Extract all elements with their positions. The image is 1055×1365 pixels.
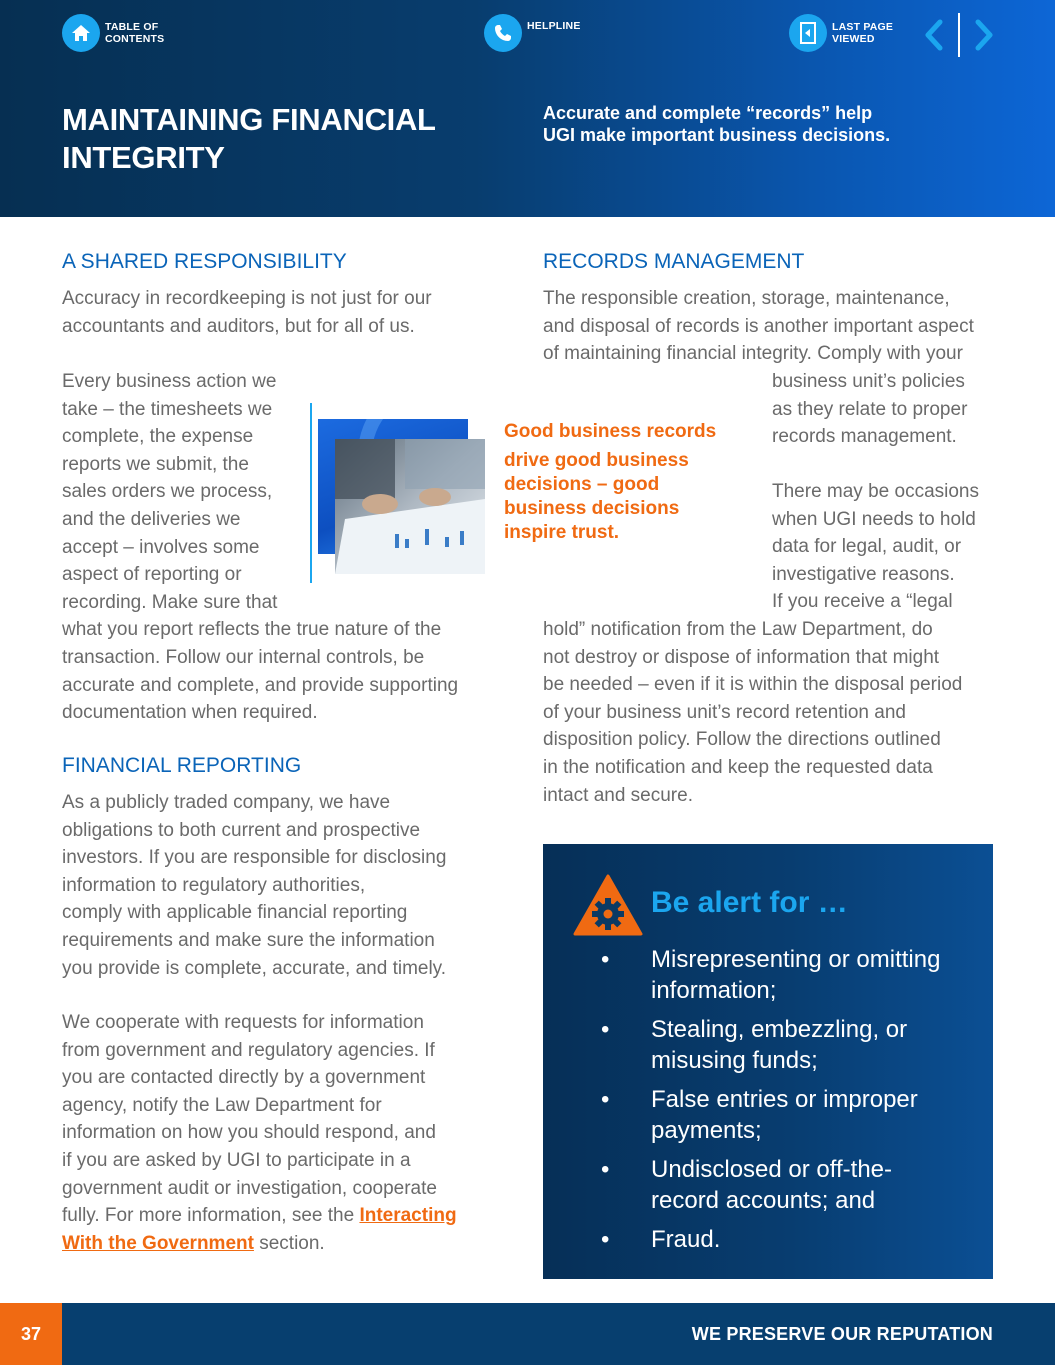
last-page-label-line1: LAST PAGE: [832, 21, 894, 33]
page-title: MAINTAINING FINANCIAL INTEGRITY: [62, 102, 436, 175]
page-arrows: [922, 13, 996, 57]
chevron-left-icon[interactable]: [922, 16, 946, 54]
records-paragraph-1-full: The responsible creation, storage, maintenance, and disposal of records is another important aspect of maintaining financial integrity. Comply with your: [543, 288, 974, 365]
pull-quote: Good business records drive good business decisions – good business decisions inspire trust.: [504, 421, 717, 543]
photo-accent-line: [310, 403, 312, 583]
last-page-label-line2: VIEWED: [832, 33, 875, 45]
shared-paragraph-2: Every business action we take – the timesheets we complete, the expense reports we submit, the sales orders we process, and the deliveries we accept – involves some aspect of reporting or recording. Make sure that what you report reflects the true nature of the transaction. Follow our internal controls, be accurate and complete, and provide supporting documentation when required.: [62, 371, 459, 724]
records-paragraph-1-narrow: business unit’s policies as they relate to proper records management.: [772, 371, 968, 448]
page-header: [0, 0, 1055, 217]
alert-item: • Stealing, embezzling, or misusing funds;: [601, 1016, 908, 1074]
shared-paragraph-1: Accuracy in recordkeeping is not just for our accountants and auditors, but for all of us.: [62, 288, 432, 337]
interacting-with-government-link-part2[interactable]: With the Government: [62, 1232, 254, 1254]
alert-list: [593, 944, 940, 1263]
records-management-heading: RECORDS MANAGEMENT: [543, 250, 805, 273]
financial-paragraph-1: As a publicly traded company, we have obligations to both current and prospective investors. If you are responsible for disclosing information to regulatory authorities, comply with applicable financial reporting requirements and make sure the information you provide is complete, accurate, and timely.: [62, 792, 447, 979]
records-paragraph-2-narrow: There may be occasions when UGI needs to hold data for legal, audit, or investigative reasons. If you receive a “legal: [772, 481, 979, 613]
section-label: WE PRESERVE OUR REPUTATION: [691, 1324, 993, 1344]
financial-reporting-heading: FINANCIAL REPORTING: [62, 754, 302, 777]
arrow-divider: [958, 13, 960, 57]
helpline-label: HELPLINE: [527, 20, 581, 32]
gear-warning-icon: [573, 874, 643, 936]
page-subtitle: Accurate and complete “records” help UGI make important business decisions.: [543, 103, 891, 145]
home-icon[interactable]: [62, 14, 100, 52]
be-alert-box: [543, 844, 993, 1279]
helpline-link[interactable]: [484, 14, 581, 52]
toc-label-line1: TABLE OF: [105, 21, 159, 33]
last-page-viewed-link[interactable]: [789, 14, 893, 52]
toc-label-line2: CONTENTS: [105, 33, 165, 45]
chevron-right-icon[interactable]: [972, 16, 996, 54]
business-meeting-photo: [310, 403, 490, 583]
table-of-contents-link[interactable]: [62, 14, 164, 52]
phone-icon[interactable]: [484, 14, 522, 52]
records-paragraph-2-full: hold” notification from the Law Department, do not destroy or dispose of information that might be needed – even if it is within the disposal period of your business unit’s record retention and disposition policy. Follow the directions outlined in the notification and keep the requested data intact and secure.: [543, 619, 963, 806]
alert-item: • Undisclosed or off-the- record accounts; and: [601, 1156, 893, 1214]
alert-item: • Misrepresenting or omitting information;: [601, 946, 941, 1004]
shared-responsibility-heading: A SHARED RESPONSIBILITY: [62, 250, 347, 273]
interacting-with-government-link-part1[interactable]: Interacting: [359, 1205, 457, 1227]
last-page-icon[interactable]: [789, 14, 827, 52]
alert-title: Be alert for …: [651, 886, 848, 919]
financial-paragraph-2: We cooperate with requests for information from government and regulatory agencies. If you are contacted directly by a government agency, notify the Law Department for information on how you should respond, and if you are asked by UGI to participate in a government audit or investigation, cooperate fully. For more information, see the Interacting With the Government section.: [62, 1012, 457, 1254]
page-number: 37: [0, 1303, 62, 1365]
photo-front-layer: [335, 439, 485, 574]
page-footer: [0, 1303, 1055, 1365]
alert-item: • False entries or improper payments;: [601, 1086, 918, 1144]
alert-item: • Fraud.: [601, 1226, 721, 1253]
